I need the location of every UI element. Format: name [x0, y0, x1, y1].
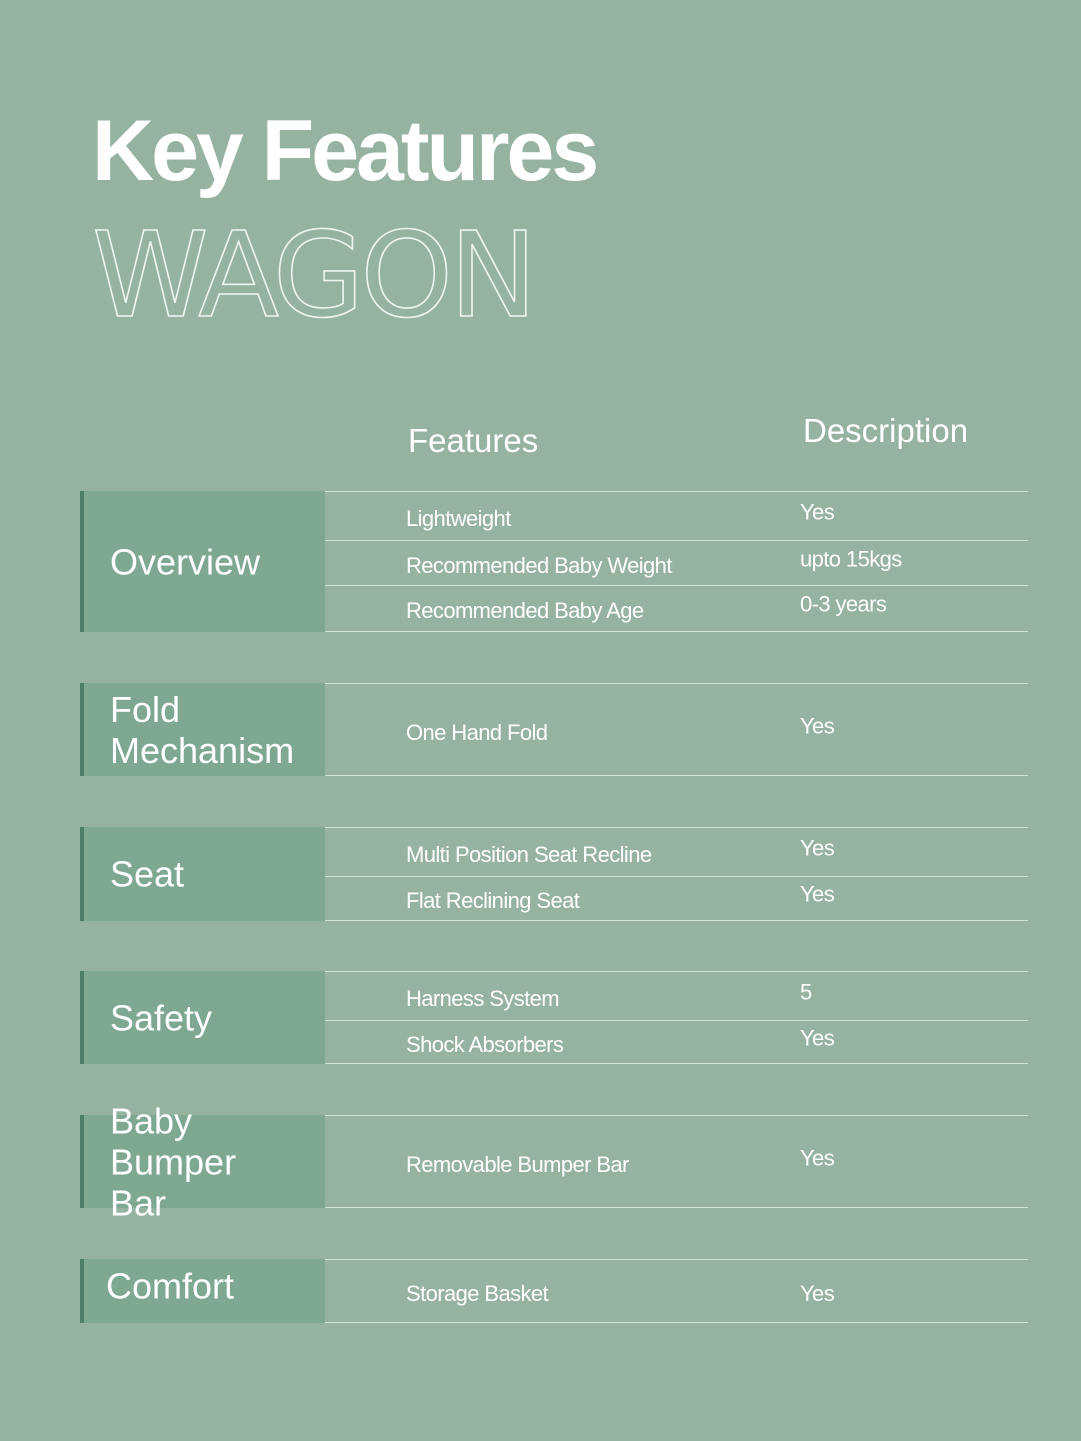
feature-value: Yes — [800, 712, 835, 738]
feature-group-fold-mechanism — [80, 683, 1028, 776]
feature-value: Yes — [800, 1144, 835, 1170]
category-box — [80, 491, 325, 632]
feature-name: Multi Position Seat Recline — [406, 842, 652, 868]
category-box — [80, 971, 325, 1064]
feature-value: Yes — [800, 499, 835, 525]
feature-name: One Hand Fold — [406, 719, 548, 745]
category-box — [80, 683, 325, 776]
feature-name: Removable Bumper Bar — [406, 1151, 629, 1177]
table-row — [325, 540, 1028, 586]
feature-name: Flat Reclining Seat — [406, 888, 580, 914]
feature-name: Storage Basket — [406, 1281, 549, 1307]
description-column-header: Description — [803, 412, 969, 449]
category-label: Overview — [110, 541, 261, 582]
feature-value: Yes — [800, 835, 835, 861]
feature-group-comfort — [80, 1259, 1028, 1323]
feature-value: upto 15kgs — [800, 545, 902, 571]
feature-group-overview — [80, 491, 1028, 632]
category-label: Baby Bumper Bar — [110, 1100, 237, 1223]
category-box — [80, 1100, 325, 1223]
feature-group-seat — [80, 827, 1028, 921]
feature-name: Recommended Baby Weight — [406, 552, 672, 578]
feature-group-safety — [80, 971, 1028, 1064]
table-row — [325, 684, 1028, 775]
table-row — [325, 828, 1028, 877]
table-row — [325, 492, 1028, 541]
feature-value: Yes — [800, 1024, 835, 1050]
table-row — [325, 1020, 1028, 1063]
feature-rows — [325, 683, 1028, 776]
feature-rows — [325, 491, 1028, 632]
feature-value: 0-3 years — [800, 591, 887, 617]
feature-name: Recommended Baby Age — [406, 598, 644, 624]
subtitle-text: WAGON — [92, 212, 534, 332]
feature-name: Harness System — [406, 986, 559, 1012]
category-box — [80, 827, 325, 921]
table-row — [325, 1116, 1028, 1207]
feature-value: 5 — [800, 979, 812, 1005]
feature-rows — [325, 1115, 1028, 1208]
features-column-header: Features — [408, 422, 539, 459]
feature-value: Yes — [800, 1281, 835, 1307]
category-box — [80, 1259, 325, 1323]
table-row — [325, 1260, 1028, 1322]
table-row — [325, 585, 1028, 631]
feature-name: Lightweight — [406, 506, 511, 532]
category-label: Comfort — [106, 1265, 235, 1307]
feature-name: Shock Absorbers — [406, 1031, 564, 1057]
category-label: Safety — [110, 997, 213, 1038]
table-row — [325, 972, 1028, 1021]
feature-rows — [325, 971, 1028, 1064]
page-title: Key Features — [92, 103, 597, 199]
subtitle-outline-text — [92, 212, 612, 332]
feature-rows — [325, 1259, 1028, 1323]
category-label: Seat — [110, 853, 185, 895]
category-label: Fold Mechanism — [110, 688, 295, 771]
feature-rows — [325, 827, 1028, 921]
feature-group-baby-bumper-bar — [80, 1100, 1028, 1223]
feature-value: Yes — [800, 881, 835, 907]
table-row — [325, 876, 1028, 920]
